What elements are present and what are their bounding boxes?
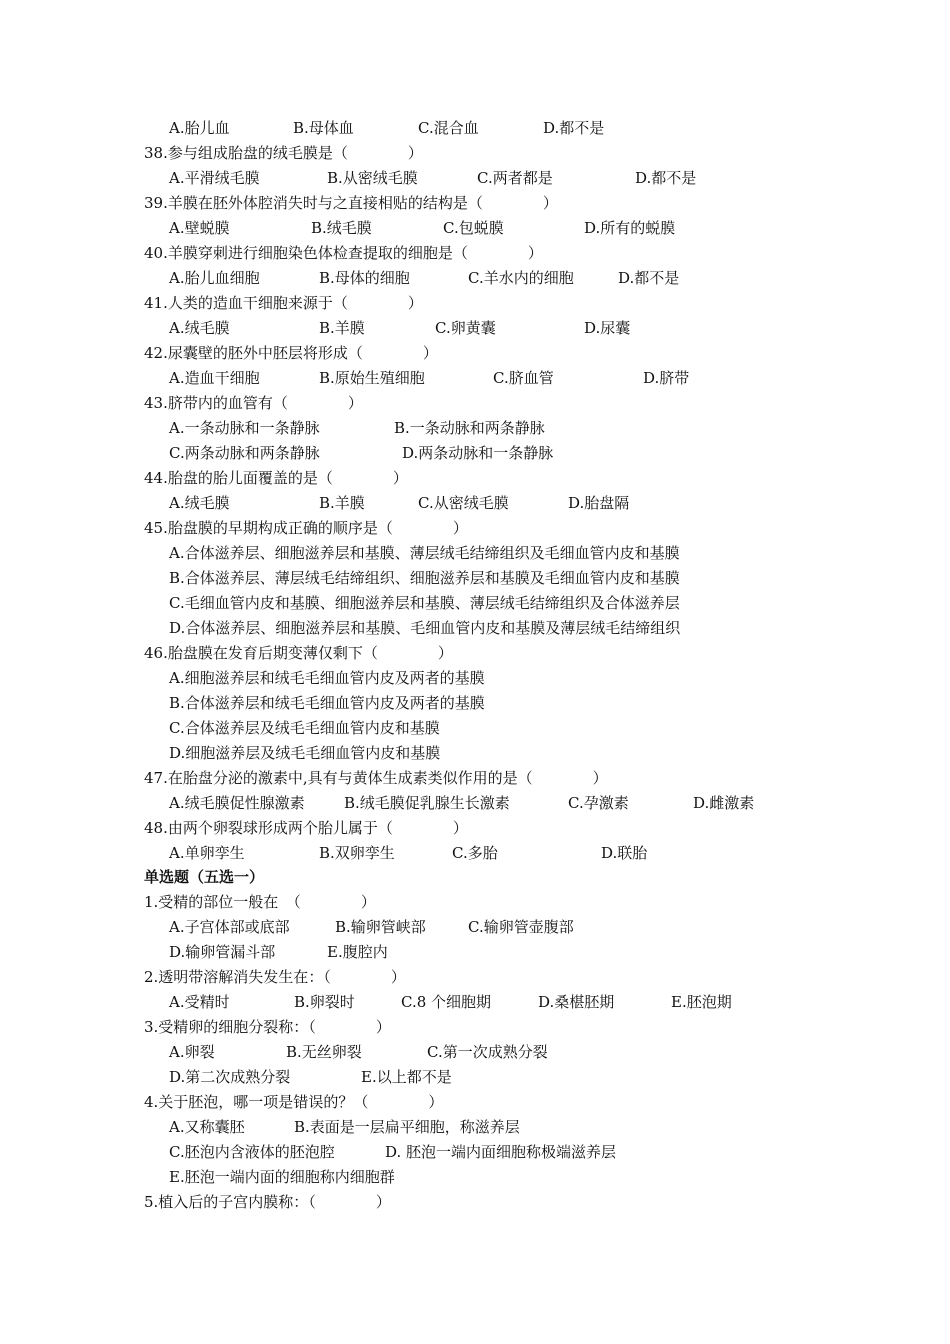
option-text: C.两条动脉和两条静脉 bbox=[169, 444, 320, 462]
option-text: B.绒毛膜促乳腺生长激素 bbox=[344, 794, 510, 812]
option-text: D.尿囊 bbox=[584, 319, 631, 337]
option-text: D.两条动脉和一条静脉 bbox=[402, 444, 554, 462]
option-text: A.胎儿血 bbox=[169, 119, 230, 137]
question-text: 39.羊膜在胚外体腔消失时与之直接相贴的结构是（ ） bbox=[144, 194, 558, 212]
option-text: E.以上都不是 bbox=[361, 1068, 452, 1086]
option-text: A.壁蜕膜 bbox=[169, 219, 230, 237]
option-text: A.又称囊胚 bbox=[169, 1118, 245, 1136]
option-text: A.造血干细胞 bbox=[169, 369, 260, 387]
question-text: 3.受精卵的细胞分裂称：（ ） bbox=[144, 1018, 391, 1036]
option-text: B.表面是一层扁平细胞，称滋养层 bbox=[294, 1118, 520, 1136]
option-text: D.雌激素 bbox=[693, 794, 755, 812]
option-text: A.子宫体部或底部 bbox=[169, 918, 290, 936]
option-text: B.羊膜 bbox=[319, 319, 365, 337]
option-text: D.都不是 bbox=[635, 169, 697, 187]
option-text: A.合体滋养层、细胞滋养层和基膜、薄层绒毛结缔组织及毛细血管内皮和基膜 bbox=[169, 544, 680, 562]
question-text: 40.羊膜穿刺进行细胞染色体检查提取的细胞是（ ） bbox=[144, 244, 543, 262]
option-text: B.合体滋养层、薄层绒毛结缔组织、细胞滋养层和基膜及毛细血管内皮和基膜 bbox=[169, 569, 680, 587]
option-text: D.桑椹胚期 bbox=[538, 993, 615, 1011]
option-text: C.第一次成熟分裂 bbox=[427, 1043, 548, 1061]
question-text: 1.受精的部位一般在 （ ） bbox=[144, 893, 376, 911]
option-text: D.第二次成熟分裂 bbox=[169, 1068, 291, 1086]
option-text: C.羊水内的细胞 bbox=[468, 269, 574, 287]
option-text: D.胎盘隔 bbox=[568, 494, 630, 512]
option-text: C.胚泡内含液体的胚泡腔 bbox=[169, 1143, 335, 1161]
option-text: B.绒毛膜 bbox=[311, 219, 372, 237]
option-text: C.从密绒毛膜 bbox=[418, 494, 509, 512]
option-text: A.平滑绒毛膜 bbox=[169, 169, 260, 187]
option-text: C.8 个细胞期 bbox=[401, 993, 492, 1011]
option-text: B.卵裂时 bbox=[294, 993, 355, 1011]
option-text: D.合体滋养层、细胞滋养层和基膜、毛细血管内皮和基膜及薄层绒毛结缔组织 bbox=[169, 619, 681, 637]
option-text: A.胎儿血细胞 bbox=[169, 269, 260, 287]
option-text: D.输卵管漏斗部 bbox=[169, 943, 276, 961]
option-text: A.绒毛膜促性腺激素 bbox=[169, 794, 305, 812]
option-text: B.母体血 bbox=[293, 119, 354, 137]
option-text: C.输卵管壶腹部 bbox=[468, 918, 574, 936]
option-text: C.两者都是 bbox=[477, 169, 553, 187]
option-text: C.孕激素 bbox=[568, 794, 629, 812]
option-text: B.母体的细胞 bbox=[319, 269, 410, 287]
option-text: C.合体滋养层及绒毛毛细血管内皮和基膜 bbox=[169, 719, 440, 737]
option-text: A.单卵孪生 bbox=[169, 844, 245, 862]
option-text: D.脐带 bbox=[643, 369, 690, 387]
question-text: 48.由两个卵裂球形成两个胎儿属于（ ） bbox=[144, 819, 468, 837]
option-text: E.胚泡期 bbox=[671, 993, 732, 1011]
option-text: C.脐血管 bbox=[493, 369, 554, 387]
question-text: 47.在胎盘分泌的激素中,具有与黄体生成素类似作用的是（ ） bbox=[144, 769, 608, 787]
option-text: B.原始生殖细胞 bbox=[319, 369, 425, 387]
option-text: D.所有的蜕膜 bbox=[584, 219, 676, 237]
option-text: A.绒毛膜 bbox=[169, 319, 230, 337]
option-text: B.输卵管峡部 bbox=[335, 918, 426, 936]
option-text: D.细胞滋养层及绒毛毛细血管内皮和基膜 bbox=[169, 744, 441, 762]
question-text: 42.尿囊壁的胚外中胚层将形成（ ） bbox=[144, 344, 438, 362]
option-text: B.从密绒毛膜 bbox=[327, 169, 418, 187]
option-text: D.都不是 bbox=[543, 119, 605, 137]
option-text: E.胚泡一端内面的细胞称内细胞群 bbox=[169, 1168, 395, 1186]
option-text: A.绒毛膜 bbox=[169, 494, 230, 512]
option-text: D.都不是 bbox=[618, 269, 680, 287]
question-text: 43.脐带内的血管有（ ） bbox=[144, 394, 363, 412]
option-text: C.卵黄囊 bbox=[435, 319, 496, 337]
option-text: A.一条动脉和一条静脉 bbox=[169, 419, 320, 437]
question-text: 46.胎盘膜在发育后期变薄仅剩下（ ） bbox=[144, 644, 453, 662]
option-text: D. 胚泡一端内面细胞称极端滋养层 bbox=[385, 1143, 617, 1161]
option-text: B.一条动脉和两条静脉 bbox=[394, 419, 545, 437]
option-text: C.多胎 bbox=[452, 844, 498, 862]
option-text: C.毛细血管内皮和基膜、细胞滋养层和基膜、薄层绒毛结缔组织及合体滋养层 bbox=[169, 594, 680, 612]
question-text: 38.参与组成胎盘的绒毛膜是（ ） bbox=[144, 144, 423, 162]
question-text: 44.胎盘的胎儿面覆盖的是（ ） bbox=[144, 469, 408, 487]
option-text: A.受精时 bbox=[169, 993, 230, 1011]
option-text: C.混合血 bbox=[418, 119, 479, 137]
option-text: A.卵裂 bbox=[169, 1043, 215, 1061]
option-text: B.双卵孪生 bbox=[319, 844, 395, 862]
option-text: D.联胎 bbox=[601, 844, 648, 862]
option-text: B.合体滋养层和绒毛毛细血管内皮及两者的基膜 bbox=[169, 694, 485, 712]
option-text: B.无丝卵裂 bbox=[286, 1043, 362, 1061]
option-text: B.羊膜 bbox=[319, 494, 365, 512]
option-text: A.细胞滋养层和绒毛毛细血管内皮及两者的基膜 bbox=[169, 669, 485, 687]
question-text: 41.人类的造血干细胞来源于（ ） bbox=[144, 294, 423, 312]
section-heading-text: 单选题（五选一） bbox=[144, 868, 265, 886]
question-text: 4.关于胚泡，哪一项是错误的？（ ） bbox=[144, 1093, 444, 1111]
question-text: 45.胎盘膜的早期构成正确的顺序是（ ） bbox=[144, 519, 468, 537]
option-text: E.腹腔内 bbox=[327, 943, 388, 961]
option-text: C.包蜕膜 bbox=[443, 219, 504, 237]
question-text: 5.植入后的子宫内膜称：（ ） bbox=[144, 1193, 391, 1211]
question-text: 2.透明带溶解消失发生在：（ ） bbox=[144, 968, 406, 986]
